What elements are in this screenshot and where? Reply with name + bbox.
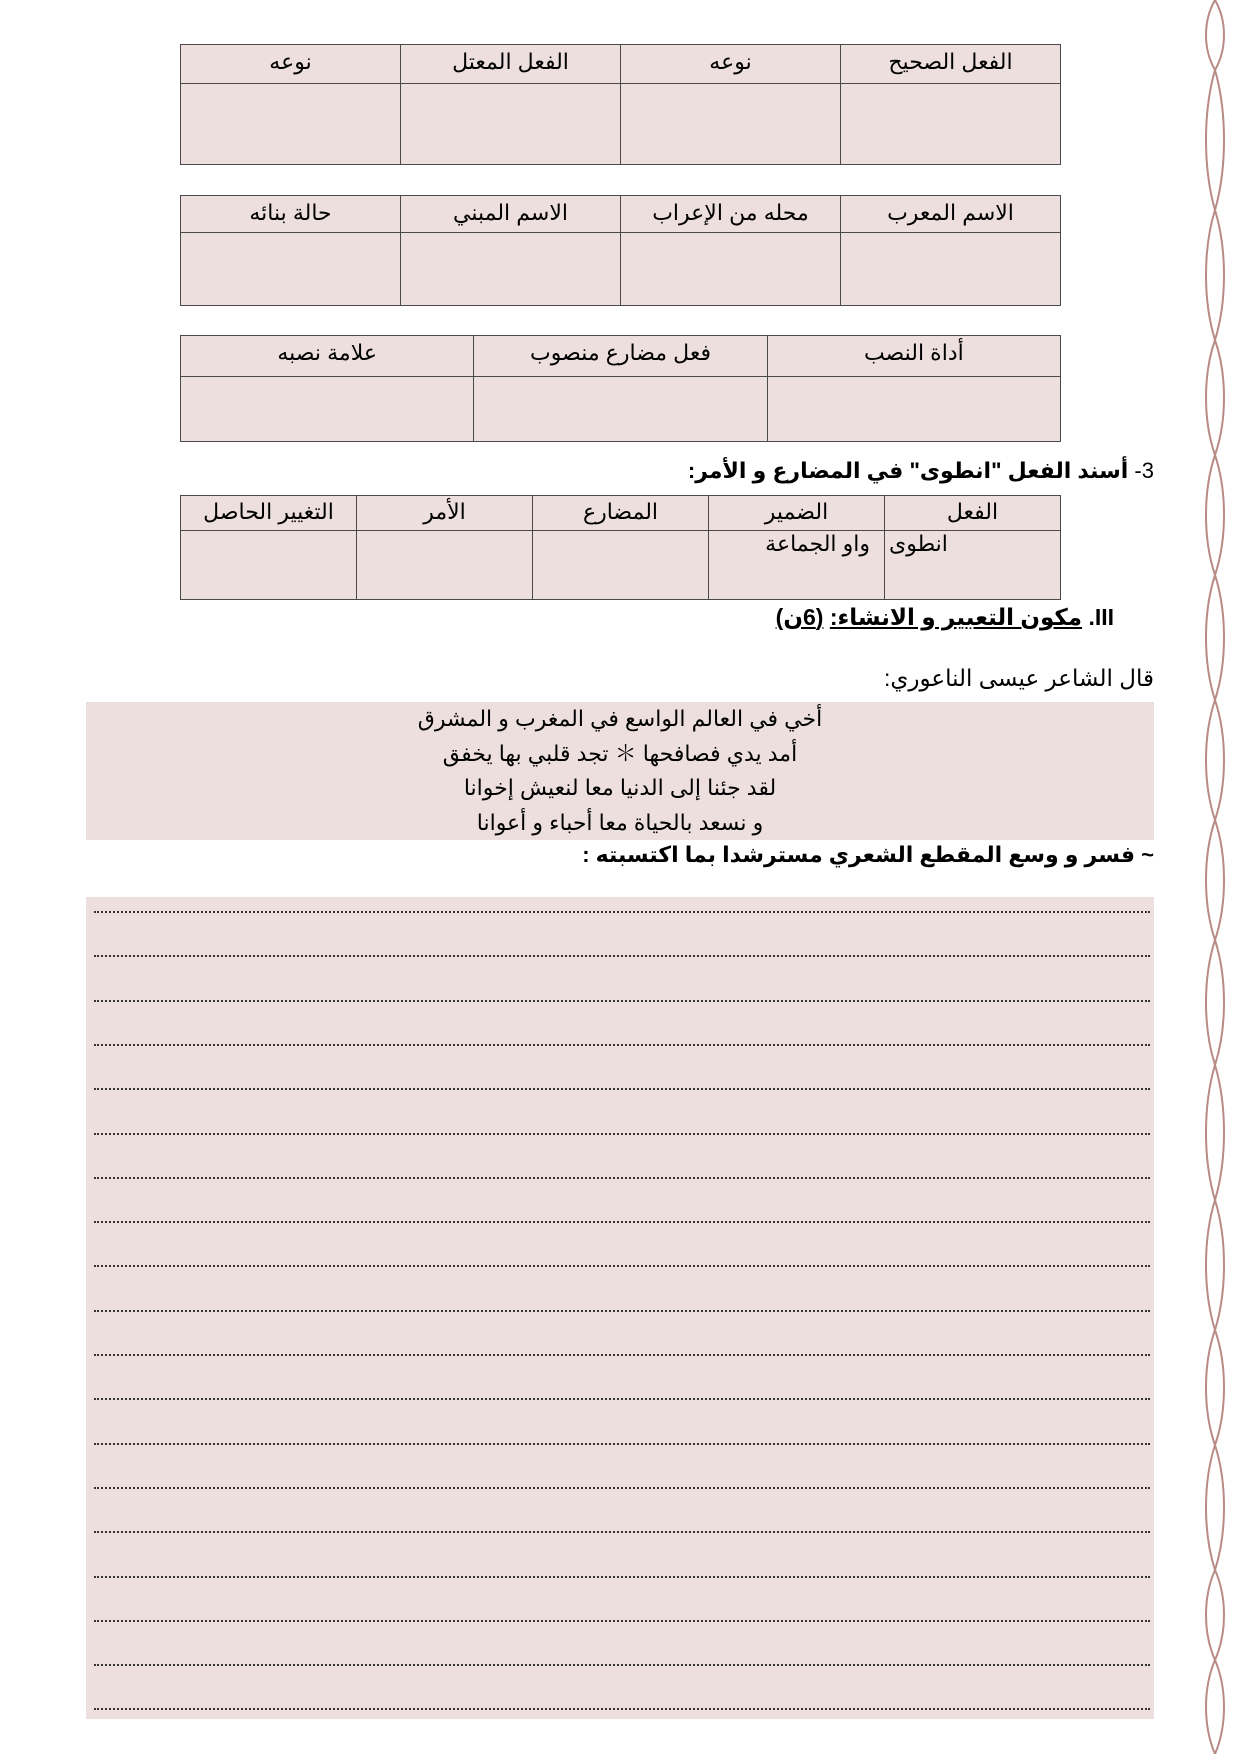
answer-cell[interactable]	[181, 377, 474, 442]
writing-line[interactable]	[94, 911, 1150, 913]
poem-line: لقد جئنا إلى الدنيا معا لنعيش إخوانا	[463, 775, 777, 800]
writing-line[interactable]	[94, 1354, 1150, 1356]
question-number: 3-	[1134, 458, 1154, 483]
header-indeclinable-noun: الاسم المبني	[401, 196, 621, 233]
answer-cell[interactable]	[841, 84, 1061, 165]
writing-line[interactable]	[94, 1044, 1150, 1046]
nouns-table	[180, 195, 1061, 306]
writing-line[interactable]	[94, 955, 1150, 957]
writing-line[interactable]	[94, 1221, 1150, 1223]
poet-intro: قال الشاعر عيسى الناعوري:	[883, 665, 1154, 691]
poem-line: أمد يدي فصافحها ＊ تجد قلبي بها يخفق	[442, 740, 798, 766]
header-verb: الفعل	[885, 496, 1061, 531]
header-mark: علامة نصبه	[181, 336, 474, 377]
conjugation-table	[180, 495, 1061, 600]
answer-cell[interactable]	[621, 233, 841, 306]
question-suffix: في المضارع و الأمر:	[687, 458, 910, 483]
section-heading	[776, 604, 1114, 631]
writing-line[interactable]	[94, 1531, 1150, 1533]
writing-line[interactable]	[94, 1088, 1150, 1090]
poem-line: و نسعد بالحياة معا أحباء و أعوانا	[476, 809, 764, 835]
writing-area[interactable]	[86, 897, 1154, 1719]
header-pronoun: الضمير	[709, 496, 885, 531]
question-verb: "انطوى"	[909, 458, 1002, 483]
writing-line[interactable]	[94, 1620, 1150, 1622]
question-prefix: أسند الفعل	[1001, 458, 1129, 483]
writing-line[interactable]	[94, 1664, 1150, 1666]
answer-cell[interactable]	[474, 377, 767, 442]
writing-line[interactable]	[94, 1398, 1150, 1400]
header-subjunctive-verb: فعل مضارع منصوب	[474, 336, 767, 377]
answer-cell[interactable]	[621, 84, 841, 165]
header-type: نوعه	[621, 45, 841, 84]
answer-cell[interactable]	[401, 84, 621, 165]
writing-line[interactable]	[94, 1310, 1150, 1312]
answer-cell[interactable]	[767, 377, 1060, 442]
header-imperative: الأمر	[357, 496, 533, 531]
header-change: التغيير الحاصل	[181, 496, 357, 531]
section-number: III.	[1088, 604, 1114, 630]
header-particle: أداة النصب	[767, 336, 1060, 377]
writing-line[interactable]	[94, 1443, 1150, 1445]
question-3	[688, 458, 1154, 484]
answer-cell[interactable]	[533, 531, 709, 600]
pronoun-cell: واو الجماعة	[709, 531, 885, 600]
header-type: نوعه	[181, 45, 401, 84]
ribbon-strand	[1206, 0, 1224, 1754]
header-declinable-noun: الاسم المعرب	[841, 196, 1061, 233]
header-sound-verb: الفعل الصحيح	[841, 45, 1061, 84]
writing-line[interactable]	[94, 1000, 1150, 1002]
answer-cell[interactable]	[181, 84, 401, 165]
answer-cell[interactable]	[401, 233, 621, 306]
header-weak-verb: الفعل المعتل	[401, 45, 621, 84]
subjunctive-table	[180, 335, 1061, 442]
section-points: (6ن)	[775, 604, 824, 630]
answer-cell[interactable]	[181, 233, 401, 306]
writing-task: ~ فسر و وسع المقطع الشعري مسترشدا بما اكتسبته :	[582, 842, 1154, 867]
poem-line: أخي في العالم الواسع في المغرب و المشرق	[417, 706, 823, 731]
answer-cell[interactable]	[181, 531, 357, 600]
poem-box	[86, 702, 1154, 840]
header-present: المضارع	[533, 496, 709, 531]
verb-cell: انطوى	[885, 531, 1061, 600]
ribbon-strand	[1206, 0, 1224, 1754]
section-title: مكون التعبير و الانشاء:	[829, 604, 1083, 630]
header-grammatical-position: محله من الإعراب	[621, 196, 841, 233]
verbs-table	[180, 44, 1061, 165]
writing-line[interactable]	[94, 1133, 1150, 1135]
writing-line[interactable]	[94, 1576, 1150, 1578]
answer-cell[interactable]	[841, 233, 1061, 306]
answer-cell[interactable]	[357, 531, 533, 600]
writing-line[interactable]	[94, 1708, 1150, 1710]
header-construction-state: حالة بنائه	[181, 196, 401, 233]
writing-line[interactable]	[94, 1177, 1150, 1179]
writing-line[interactable]	[94, 1487, 1150, 1489]
decorative-ribbon	[1190, 0, 1240, 1754]
writing-line[interactable]	[94, 1265, 1150, 1267]
